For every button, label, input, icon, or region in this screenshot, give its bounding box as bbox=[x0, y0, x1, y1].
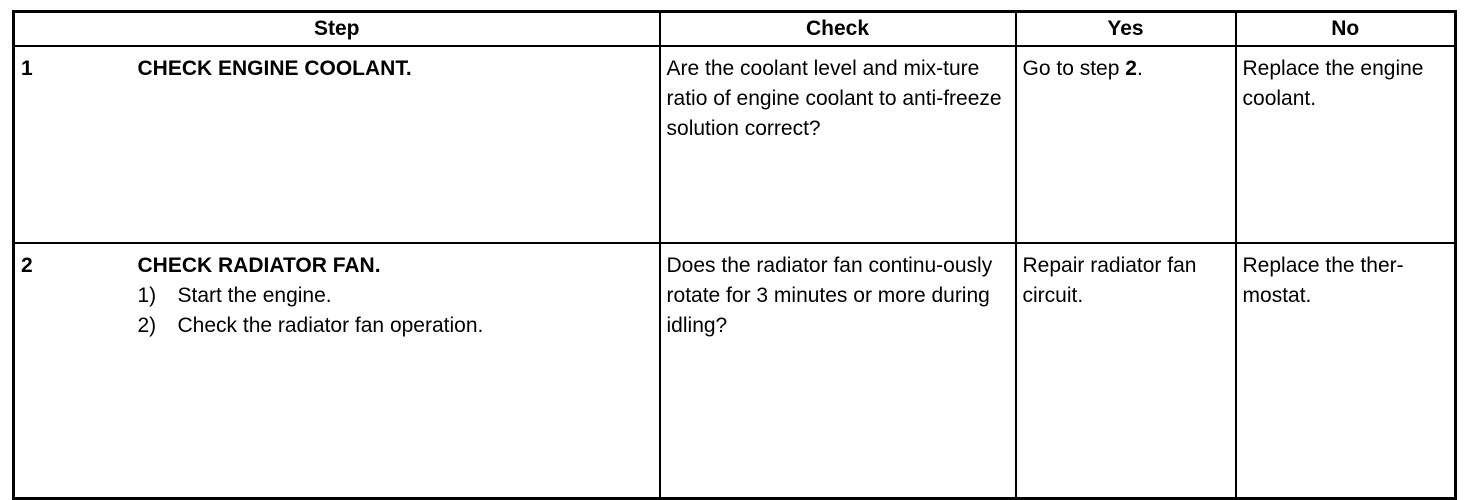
step-number: 2 bbox=[14, 243, 138, 499]
step-title: CHECK ENGINE COOLANT. bbox=[137, 57, 412, 80]
step-reference-link[interactable]: 2 bbox=[1125, 57, 1137, 80]
yes-cell bbox=[1016, 46, 1236, 243]
step-cell bbox=[138, 46, 660, 243]
yes-text: Go to step bbox=[1022, 57, 1126, 80]
substep-text: Check the radiator fan operation. bbox=[177, 314, 484, 337]
yes-cell: Repair radiator fan circuit. bbox=[1016, 243, 1236, 499]
substep bbox=[138, 281, 655, 311]
table-row bbox=[14, 46, 1456, 243]
substep-text: Start the engine. bbox=[177, 284, 332, 307]
substep-number: 1) bbox=[137, 284, 157, 307]
header-step: Step bbox=[14, 12, 660, 47]
check-cell: Does the radiator fan continu-ously rotate for 3 minutes or more during idling? bbox=[660, 243, 1016, 499]
substep bbox=[138, 311, 655, 341]
header-yes: Yes bbox=[1016, 12, 1236, 47]
no-cell: Replace the engine coolant. bbox=[1236, 46, 1456, 243]
yes-suffix: . bbox=[1136, 57, 1143, 80]
substep-number: 2) bbox=[137, 314, 157, 337]
step-cell bbox=[138, 243, 660, 499]
no-cell: Replace the ther-mostat. bbox=[1236, 243, 1456, 499]
check-cell: Are the coolant level and mix-ture ratio of engine coolant to anti-freeze solution correct? bbox=[660, 46, 1016, 243]
step-title: CHECK RADIATOR FAN. bbox=[137, 254, 381, 277]
header-no: No bbox=[1236, 12, 1456, 47]
step-number: 1 bbox=[14, 46, 138, 243]
table-row bbox=[14, 243, 1456, 499]
header-row bbox=[14, 12, 1456, 47]
diagnostic-table bbox=[12, 10, 1457, 500]
header-check: Check bbox=[660, 12, 1016, 47]
